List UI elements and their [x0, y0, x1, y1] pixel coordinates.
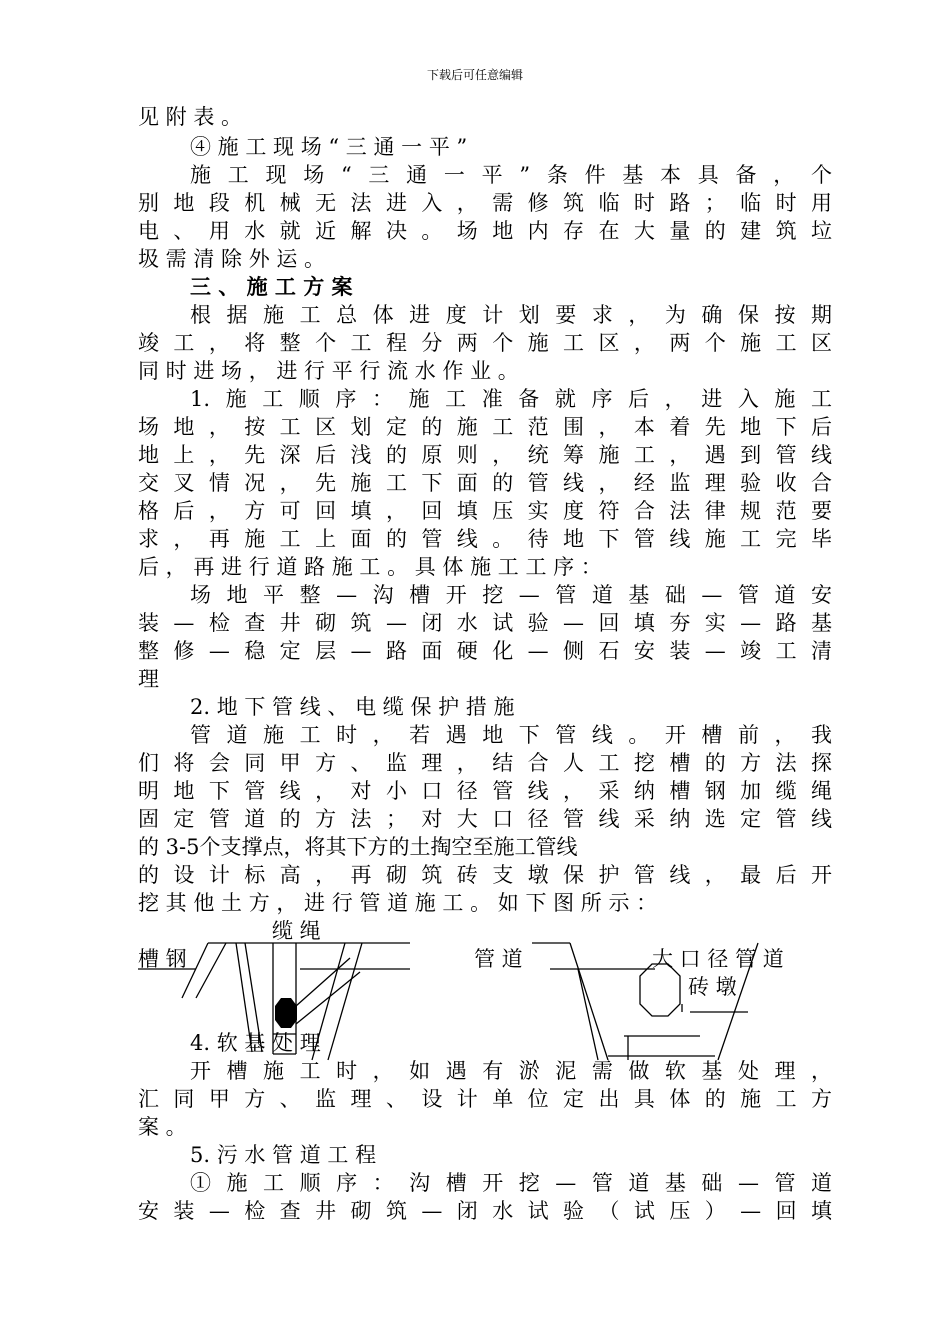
text-line: 的设计标高，再砌筑砖支墩保护管线，最后开	[138, 863, 832, 887]
text-line: 整修—稳定层—路面硬化—侧石安装—竣工清	[138, 639, 832, 663]
text-line: 圾 需 清 除 外 运 。	[138, 247, 326, 271]
text-line: 们将会同甲方、监理，结合人工挖槽的方法探	[138, 751, 832, 775]
text-line: 汇同甲方、监理、设计单位定出具体的施工方	[138, 1087, 832, 1111]
figure-label-rope: 缆 绳	[272, 919, 321, 943]
text-line: 理	[138, 667, 159, 691]
text-line: 地上，先深后浅的原则，统筹施工，遇到管线	[138, 443, 832, 467]
section-heading: 5. 污 水 管 道 工 程	[190, 1143, 377, 1167]
text-line: 格后，方可回填，回填压实度符合法律规范要	[138, 499, 832, 523]
text-line: 见 附 表 。	[138, 105, 243, 129]
text-line: ④ 施 工 现 场 “ 三 通 一 平 ”	[190, 135, 468, 159]
figure-label-pipe: 管 道	[474, 947, 523, 971]
text-line: 场地，按工区划定的施工范围，本着先地下后	[138, 415, 832, 439]
section-heading: 三 、 施 工 方 案	[190, 274, 353, 299]
text-line: 求，再施工上面的管线。待地下管线施工完毕	[138, 527, 832, 551]
figure-label-channel-steel: 槽 钢	[138, 947, 187, 971]
text-line: 别地段机械无法进入，需修筑临时路；临时用	[138, 191, 832, 215]
section-heading: 4. 软 基 处 理	[190, 1031, 321, 1055]
text-line: 的 3-5个支撑点，将其下方的土掏空至施工管线	[138, 835, 578, 859]
figure-label-brick-pier: 砖 墩	[688, 975, 737, 999]
text-line: 管道施工时，若遇地下管线。开槽前，我	[190, 723, 832, 747]
text-line: 1.施工顺序：施工准备就序后，进入施工	[190, 387, 832, 411]
section-heading: 2. 地 下 管 线 、 电 缆 保 护 措 施	[190, 695, 515, 719]
text-line: 交叉情况，先施工下面的管线，经监理验收合	[138, 471, 832, 495]
text-line: 装—检查井砌筑—闭水试验—回填夯实—路基	[138, 611, 832, 635]
page-header: 下载后可任意编辑	[426, 68, 523, 82]
text-line: 竣工，将整个工程分两个施工区，两个施工区	[138, 331, 832, 355]
text-line: 同 时 进 场 ， 进 行 平 行 流 水 作 业 。	[138, 359, 519, 383]
text-line: 根据施工总体进度计划要求，为确保按期	[190, 303, 832, 327]
text-line: 场地平整—沟槽开挖—管道基础—管道安	[190, 583, 832, 607]
text-line: 电、用水就近解决。场地内存在大量的建筑垃	[138, 219, 832, 243]
text-line: 施工现场“三通一平”条件基本具备，个	[190, 163, 832, 187]
figure-label-large-pipe: 大 口 径 管 道	[652, 947, 784, 971]
text-line: 后 ， 再 进 行 道 路 施 工 。 具 体 施 工 工 序 ：	[138, 555, 602, 579]
text-line: 开槽施工时，如遇有淤泥需做软基处理，	[190, 1059, 832, 1083]
text-line: 明地下管线，对小口径管线，采纳槽钢加缆绳	[138, 779, 832, 803]
text-line: 挖 其 他 土 方 ， 进 行 管 道 施 工 。 如 下 图 所 示 ：	[138, 891, 658, 915]
text-line: ①施工顺序：沟槽开挖—管道基础—管道	[190, 1171, 832, 1195]
text-line: 案 。	[138, 1115, 187, 1139]
text-line: 固定管道的方法；对大口径管线采纳选定管线	[138, 807, 832, 831]
text-line: 安装—检查井砌筑—闭水试验（试压）—回填	[138, 1199, 832, 1223]
